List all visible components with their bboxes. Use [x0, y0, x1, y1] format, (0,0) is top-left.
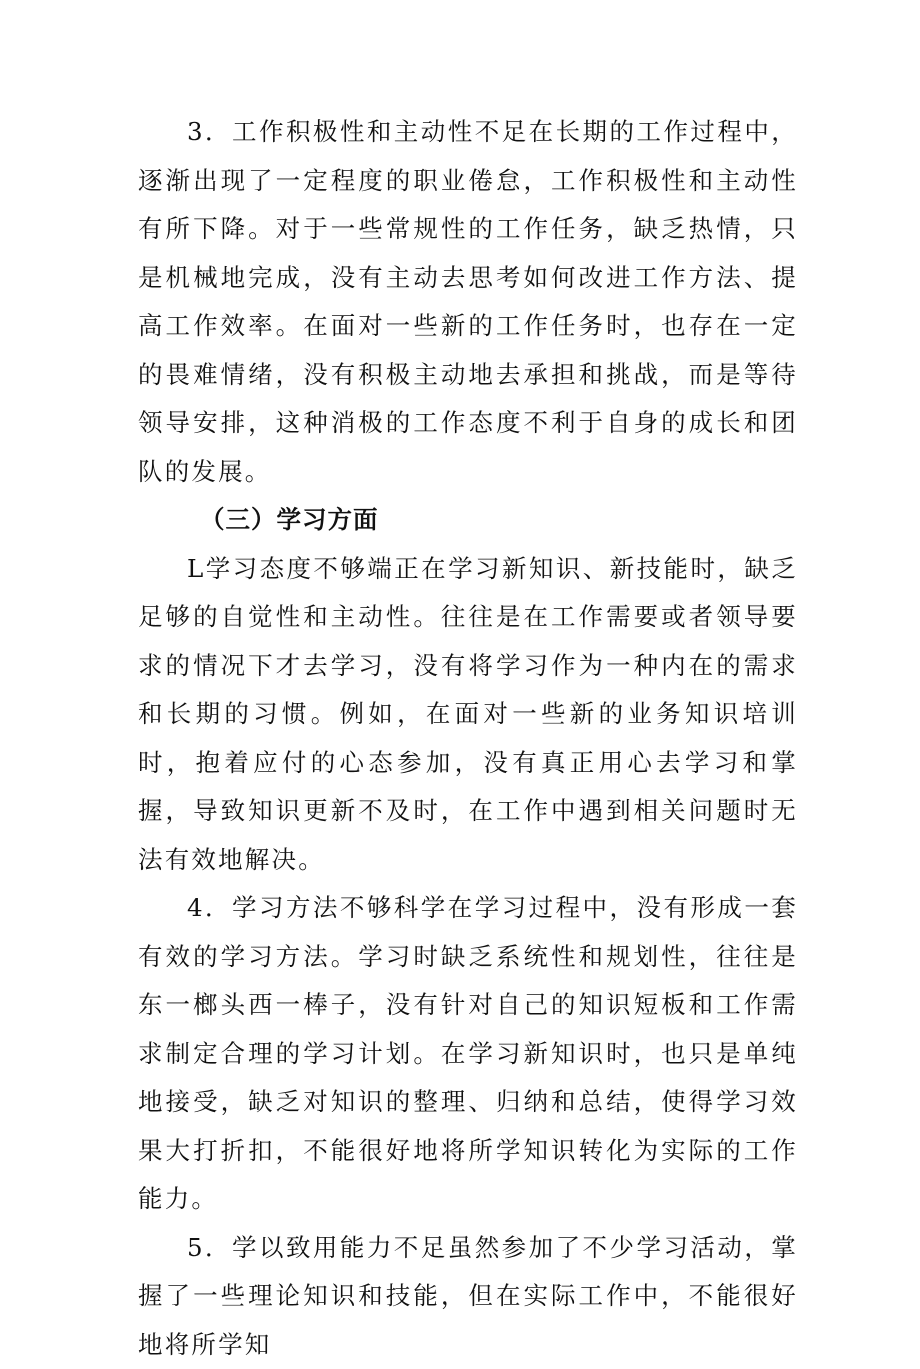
section-heading-study: （三）学习方面 — [138, 496, 798, 545]
document-body — [138, 108, 798, 1369]
paragraph-study-method: 4．学习方法不够科学在学习过程中，没有形成一套有效的学习方法。学习时缺乏系统性和规划性，往往是东一榔头西一棒子，没有针对自己的知识短板和工作需求制定合理的学习计划。在学习新知识时，也只是单纯地接受，缺乏对知识的整理、归纳和总结，使得学习效果大打折扣，不能很好地将所学知识转化为实际的工作能力。 — [138, 884, 798, 1224]
paragraph-apply-learning: 5．学以致用能力不足虽然参加了不少学习活动，掌握了一些理论知识和技能，但在实际工作中，不能很好地将所学知 — [138, 1224, 798, 1369]
paragraph-work-initiative: 3．工作积极性和主动性不足在长期的工作过程中，逐渐出现了一定程度的职业倦怠，工作积极性和主动性有所下降。对于一些常规性的工作任务，缺乏热情，只是机械地完成，没有主动去思考如何改进工作方法、提高工作效率。在面对一些新的工作任务时，也存在一定的畏难情绪，没有积极主动地去承担和挑战，而是等待领导安排，这种消极的工作态度不利于自身的成长和团队的发展。 — [138, 108, 798, 496]
paragraph-study-attitude: L学习态度不够端正在学习新知识、新技能时，缺乏足够的自觉性和主动性。往往是在工作需要或者领导要求的情况下才去学习，没有将学习作为一种内在的需求和长期的习惯。例如，在面对一些新的业务知识培训时，抱着应付的心态参加，没有真正用心去学习和掌握，导致知识更新不及时，在工作中遇到相关问题时无法有效地解决。 — [138, 545, 798, 885]
